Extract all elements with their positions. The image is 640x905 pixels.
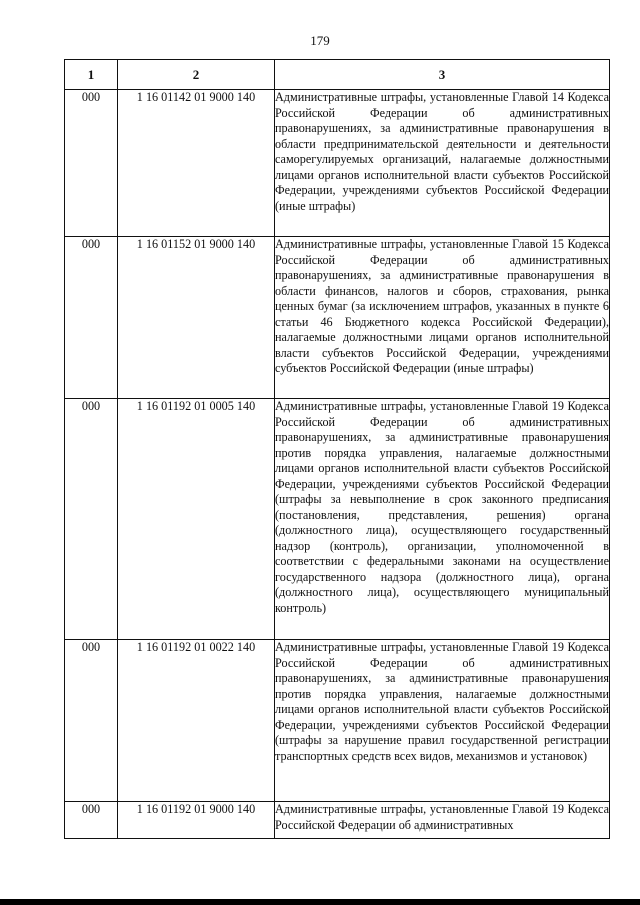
admin-code-cell: 000 [65,90,118,237]
column-header-description: 3 [275,60,610,90]
budget-classification-table [64,59,610,839]
description-cell: Административные штрафы, установленные Главой 19 Кодекса Российской Федерации об административных правонарушениях, за административные правонарушения против порядка управления, налагаемые должностными лицами органов исполнительной власти субъектов Российской Федерации, учреждениями субъектов Российской Федерации (штрафы за невыполнение в срок законного предписания (постановления, представления, решения) органа (должностного лица), осуществляющего государственный надзор (контроль), организации, уполномоченной в соответствии с федеральными законами на осуществление государственного надзора (должностного лица), органа (должностного лица), осуществляющего муниципальный контроль) [275,399,610,640]
description-cell: Административные штрафы, установленные Главой 14 Кодекса Российской Федерации об административных правонарушениях, за административные правонарушения в области предпринимательской деятельности и деятельности саморегулируемых организаций, налагаемые должностными лицами органов исполнительной власти субъектов Российской Федерации, учреждениями субъектов Российской Федерации (иные штрафы) [275,90,610,237]
description-cell: Административные штрафы, установленные Главой 19 Кодекса Российской Федерации об административных [275,802,610,839]
budget-code-cell: 1 16 01192 01 0005 140 [118,399,275,640]
column-header-code: 2 [118,60,275,90]
scan-bottom-edge [0,899,640,905]
table-row [65,802,610,839]
budget-code-cell: 1 16 01192 01 0022 140 [118,640,275,802]
admin-code-cell: 000 [65,640,118,802]
description-cell: Административные штрафы, установленные Главой 15 Кодекса Российской Федерации об административных правонарушениях, за административные правонарушения в области финансов, налогов и сборов, страхования, рынка ценных бумаг (за исключением штрафов, указанных в пункте 6 статьи 46 Бюджетного кодекса Российской Федерации), налагаемые должностными лицами органов исполнительной власти субъектов Российской Федерации, учреждениями субъектов Российской Федерации (иные штрафы) [275,237,610,399]
column-header-admin: 1 [65,60,118,90]
table-row [65,640,610,802]
description-cell: Административные штрафы, установленные Главой 19 Кодекса Российской Федерации об административных правонарушениях, за административные правонарушения против порядка управления, налагаемые должностными лицами органов исполнительной власти субъектов Российской Федерации, учреждениями субъектов Российской Федерации (штрафы за нарушение правил государственной регистрации транспортных средств всех видов, механизмов и установок) [275,640,610,802]
page-number: 179 [310,33,330,48]
table-row [65,237,610,399]
table-row [65,399,610,640]
table-row [65,90,610,237]
budget-code-cell: 1 16 01192 01 9000 140 [118,802,275,839]
budget-code-cell: 1 16 01142 01 9000 140 [118,90,275,237]
budget-code-cell: 1 16 01152 01 9000 140 [118,237,275,399]
table-header-row [65,60,610,90]
admin-code-cell: 000 [65,237,118,399]
admin-code-cell: 000 [65,399,118,640]
admin-code-cell: 000 [65,802,118,839]
